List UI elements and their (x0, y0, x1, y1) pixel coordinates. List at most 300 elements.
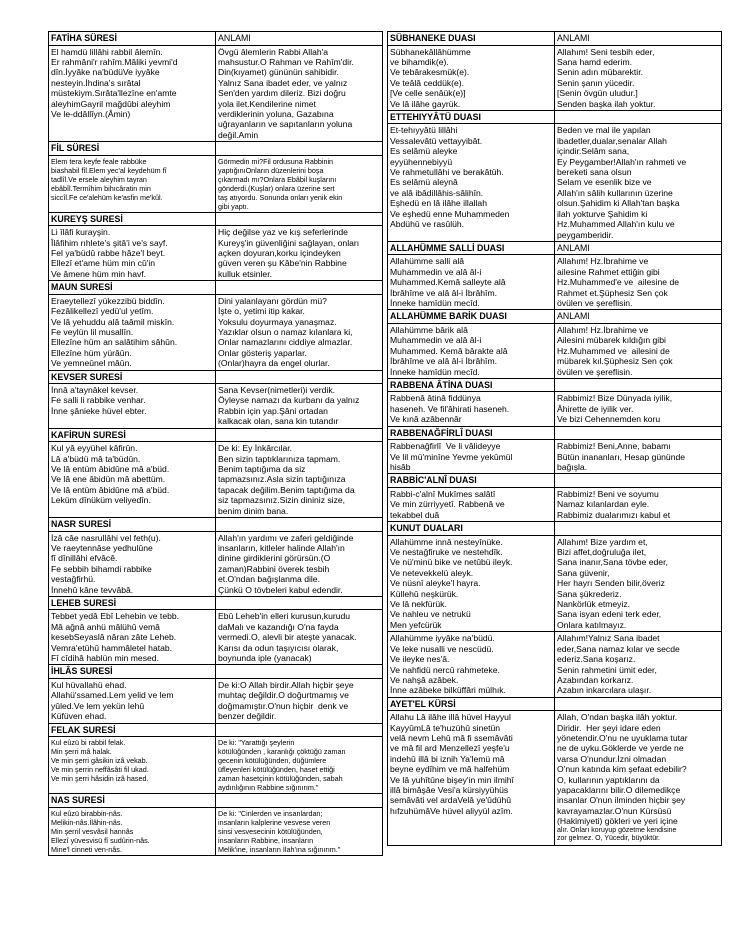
text-line: Ve ileyke nes'â. (390, 654, 450, 665)
text-line: Ve nahfidü nercû rahmeteke. (390, 664, 500, 675)
kafi-run-suresi-body-row (49, 442, 383, 518)
text-line: Ve bizi Cehennemden koru (557, 414, 661, 425)
text-line: Ebû Leheb'in elleri kurusun,kurudu (218, 611, 351, 622)
text-line: hıfzuhümâVe hüvel aliyyül azîm. (390, 805, 513, 816)
text-line: benim dinim bana. (218, 505, 289, 516)
text-line: Onlar namazlarını ciddiye almazlar. (218, 337, 353, 348)
section-title: RABBİC'ALNÎ DUASI (388, 474, 555, 488)
meaning-header (555, 522, 722, 536)
text-line: Min şerri mâ halak. (51, 747, 112, 757)
text-line: gibi yaptı. (218, 201, 249, 211)
transliteration-cell (388, 632, 555, 697)
meaning-cell (216, 45, 383, 142)
meaning-cell (216, 442, 383, 518)
text-line: güven veren şu Kâbe'nin Rabbine (218, 258, 347, 269)
text-line: Allah, O'ndan başka ilâh yoktur. (557, 712, 678, 723)
text-line: Elem tera keyfe feale rabbüke (51, 156, 147, 166)
text-line: De ki: "Cinlerden ve insanlardan; (218, 808, 323, 818)
i-hl-s-suresi-body-row (49, 678, 383, 723)
text-line: Benim taptığıma da siz (218, 463, 306, 474)
text-line: Allahım! Seni tesbih eder, (557, 46, 655, 57)
text-line: müstekiym.Sırâta'llezîne en'amte (51, 88, 177, 99)
text-line: Allahım! Hz.İbrahime ve (557, 324, 649, 335)
text-line: Muhammed.Kemâ salleyte alâ (390, 277, 506, 288)
rabbi-c-aln-duasi-header-row (388, 474, 722, 488)
meaning-header: ANLAMI (216, 32, 383, 46)
text-line: siccîl.Fe ce'alehüm ke'asfin me'kûl. (51, 192, 163, 202)
text-line: Ellezîne hüm an salâtihim sâhûn. (51, 337, 178, 348)
meaning-header (555, 378, 722, 392)
text-line: Kul yâ eyyühel kâfirûn. (51, 443, 138, 454)
fati-ha-s-resi-header-row (49, 32, 383, 46)
text-line: De ki: Ey İnkârcılar. (218, 443, 293, 454)
text-line: dinine girdiklerini görürsün.(O (218, 553, 331, 564)
text-line: ilah yokturve Şahidim ki (557, 208, 648, 219)
transliteration-cell (49, 442, 216, 518)
text-line: peygamberidir. (557, 229, 614, 240)
text-line: çıkarmadı mı?Onlara Ebâbil kuşlarını (218, 174, 337, 184)
text-line: kalkacak olan, sana kin tutandır (218, 416, 339, 427)
text-line: Küfüven ehad. (51, 711, 107, 722)
text-line: Vessalevâtü vettayyibât. (390, 135, 483, 146)
text-line: zaman hasetçinin kötülüğünden, sabah (218, 774, 343, 784)
left-column (48, 31, 383, 856)
meaning-header (216, 212, 383, 226)
meaning-cell (555, 440, 722, 474)
text-line: Sana şükrederiz. (557, 588, 622, 599)
transliteration-cell (388, 323, 555, 378)
section-title: KUNUT DUALARI (388, 522, 555, 536)
kevser-suresi-header-row (49, 370, 383, 384)
text-line: Senden başka ilah yoktur. (557, 98, 656, 109)
fi-l-s-resi-header-row (49, 142, 383, 156)
text-line: yaptığınıOnların düzenlerini boşa (218, 165, 324, 175)
ettehiyy-t-duasi-header-row (388, 110, 722, 124)
text-line: Ve lâ entüm âbidûne mâ a'büd. (51, 484, 170, 495)
section-title: AYET'EL KÜRSİ (388, 697, 555, 711)
text-line: (Hakimiyeti) gökleri ve yeri içine (557, 816, 678, 827)
text-line: Men yefcürük (390, 619, 442, 630)
text-line: İşte o, yetimi itip kakar. (218, 306, 305, 317)
text-line: mahsustur.O Rahman ve Rahîm'dir. (218, 56, 354, 67)
text-line: hisâb (390, 462, 411, 472)
meaning-cell (555, 392, 722, 426)
text-line: Ve lâ yuhîtûne bişey'in min ilmihî (390, 774, 514, 785)
maun-suresi-body-row (49, 294, 383, 370)
transliteration-cell (388, 440, 555, 474)
leheb-suresi-body-row (49, 610, 383, 665)
section-title: FİL SÜRESİ (49, 142, 216, 156)
section-title: SÜBHANEKE DUASI (388, 32, 555, 46)
meaning-cell (216, 678, 383, 723)
nasr-suresi-header-row (49, 518, 383, 532)
text-line: Hz.Muhammed Allah'ın kulu ve (557, 219, 675, 230)
text-line: Ve tebârakesmük(e). (390, 67, 470, 78)
text-line: gönderdi.(Kuşlar) onlara üzerine sert (218, 183, 335, 193)
text-line: Kul hüvallahü ehad. (51, 679, 127, 690)
text-line: Her hayrı Senden bilir,överiz (557, 578, 665, 589)
meaning-header (555, 697, 722, 711)
text-line: velâ nevm Lehû mâ fi ssemâvâti (390, 733, 513, 744)
nasr-suresi-body-row (49, 531, 383, 596)
text-line: indehû illâ bi iznih Ya'lemü mâ (390, 753, 505, 764)
text-line: Melik'ine, insanların İlah'ına sığınırım." (218, 844, 341, 854)
text-line: Es selâmü aleyke (390, 146, 458, 157)
text-line: et.O'ndan bağışlanma dile. (218, 574, 320, 585)
text-line: Îlâfihim rıhlete's şitâ'i ve's sayf. (51, 237, 168, 248)
text-line: Fe veylün lil musallîn. (51, 326, 134, 337)
text-line: Rabbenağfirlî Ve li vâlideyye (390, 441, 501, 452)
text-line: Hiç değilse yaz ve kış seferlerinde (218, 227, 348, 238)
text-line: muhtaç değildir.O doğurtmamış ve (218, 690, 349, 701)
section-title: FATİHA SÜRESİ (49, 32, 216, 46)
kunut-dualari-header-row (388, 522, 722, 536)
text-line: sinsi vesvesecinin kötülüğünden, (218, 826, 323, 836)
text-line: Ellezî et'ame hüm min cû'in (51, 258, 156, 269)
text-line: KayyûmLâ te'huzühû sinetün (390, 722, 501, 733)
section-title: LEHEB SURESİ (49, 596, 216, 610)
text-line: Ve le-ddâllîyn.(Âmin) (51, 108, 131, 119)
meaning-header: ANLAMI (555, 32, 722, 46)
text-line: İnneke hamîdün mecîd. (390, 298, 480, 309)
text-line: Bütün inananları, Hesap gününde (557, 451, 686, 462)
text-line: Ve nü'minü bike ve netûbü ileyk. (390, 557, 513, 568)
text-line: Rabbi-c'alnî Mukîmes salâtî (390, 488, 496, 499)
text-line: İbrâhîme ve alâ âl-i İbrâhîm. (390, 287, 497, 298)
transliteration-cell (388, 255, 555, 310)
s-bhaneke-duasi-body-row (388, 45, 722, 110)
text-line: boynunda iple (yanacak) (218, 653, 312, 664)
transliteration-cell (388, 124, 555, 241)
meaning-cell (555, 535, 722, 632)
text-line: yûled.Ve lem yekün lehû (51, 700, 145, 711)
text-line: Ve teâlâ ceddük(e). (390, 77, 465, 88)
text-line: taş atıyordu. Sonunda onları yenik ekin (218, 192, 343, 202)
text-line: Âhirette de iyilik ver. (557, 403, 634, 414)
text-line: aydınlığının Rabbine sığınırım." (218, 783, 319, 793)
text-line: Dini yalanlayanı gördün mü? (218, 295, 327, 306)
text-line: övülen ve şereflisin. (557, 366, 633, 377)
text-line: Rabbenâ âtinâ fiddünya (390, 393, 481, 404)
text-line: Allah'ın yardımı ve zaferi geldiğinde (218, 532, 354, 543)
text-line: doğmamıştır.O'nun hiçbir denk ve (218, 700, 349, 711)
meaning-cell (555, 124, 722, 241)
section-title: ETTEHIYYÂTÜ DUASI (388, 110, 555, 124)
right-prayer-table (387, 31, 722, 846)
meaning-header (216, 142, 383, 156)
meaning-header (555, 110, 722, 124)
text-line: Ve nüsnî aleyke'l hayra. (390, 578, 481, 589)
text-line: Ve lâ entüm âbidûne mâ a'büd. (51, 463, 170, 474)
transliteration-cell (388, 487, 555, 521)
text-line: Hz.Muhammed ve ailesini de (557, 345, 670, 356)
section-title: NAS SURESİ (49, 794, 216, 808)
text-line: İzâ câe nasrullâhi vel feth(u). (51, 532, 161, 543)
text-line: Melikin-nâs.İlâhin-nâs. (51, 817, 123, 827)
kurey-suresi-body-row (49, 226, 383, 281)
text-line: yönetendir.O'nu ne uyuklama tutar (557, 733, 688, 744)
text-line: Mine'l cinneti ven-nâs. (51, 844, 122, 854)
text-line: Allahümme salli alâ (390, 256, 465, 267)
nas-suresi-body-row (49, 807, 383, 855)
text-line: Onlara katılmayız. (557, 619, 627, 630)
allah-mme-salli-duasi-header-row (388, 241, 722, 255)
text-line: bereketi sana olsun (557, 167, 632, 178)
text-line: Ve min şerri hâsidin izâ hased. (51, 774, 149, 784)
text-line: Senin şanın yücedir. (557, 77, 635, 88)
section-title: RABBENA ÂTİNA DUASI (388, 378, 555, 392)
text-line: Ve nahşâ azâbek. (390, 674, 459, 685)
text-line: Sübhanekâllâhümme (390, 46, 471, 57)
meaning-cell (216, 531, 383, 596)
text-line: Ve eşhedü enne Muhammeden (390, 208, 510, 219)
maun-suresi-header-row (49, 281, 383, 295)
text-line: tadlîl.Ve ersele aleyhim tayran (51, 174, 147, 184)
text-line: O'nun katında kim şefaat edebilir? (557, 764, 687, 775)
text-line: Sana Kevser(nimetleri)i verdik. (218, 385, 336, 396)
text-line: Fî cîdihâ hablün min mesed. (51, 653, 159, 664)
text-line: Allahümme iyyâke na'büdü. (390, 633, 495, 644)
text-line: Rabbimiz dualarımızı kabul et (557, 509, 671, 520)
text-line: Ve lil mü'minîne Yevme yekûmül (390, 451, 513, 462)
text-line: Ve min şerri gâsikin izâ vekab. (51, 756, 148, 766)
text-line: Es selâmü aleynâ (390, 177, 458, 188)
text-line: yola ilet.Kendilerine nimet (218, 98, 316, 109)
text-line: Görmedin mi?Fil ordusuna Rabbinin (218, 156, 334, 166)
transliteration-cell (388, 535, 555, 632)
transliteration-cell (49, 226, 216, 281)
kunut-dualari-body-row (388, 535, 722, 632)
text-line: insanların kalplerine vesvese veren (218, 817, 331, 827)
text-line: fî dînillâhi efvâcê. (51, 553, 118, 564)
text-line: Ve lâ yehuddu alâ taâmil miskîn. (51, 316, 175, 327)
text-line: Rabbin için yap.Şâni ortadan (218, 405, 328, 416)
meaning-header (216, 518, 383, 532)
text-line: İnnâ a'taynâkel kevser. (51, 385, 139, 396)
rabbi-c-aln-duasi-body-row (388, 487, 722, 521)
allah-mme-salli-duasi-body-row (388, 255, 722, 310)
text-line: Rabbimiz! Beni ve soyumu (557, 488, 659, 499)
meaning-cell (216, 226, 383, 281)
text-line: Ve raeytennâse yedhulûne (51, 542, 153, 553)
meaning-cell (555, 323, 722, 378)
text-line: ve bihamdik(e). (390, 56, 449, 67)
transliteration-cell (49, 531, 216, 596)
text-line: Min şerril vesvâsil hannâs (51, 826, 134, 836)
meaning-cell (555, 255, 722, 310)
meaning-header: ANLAMI (555, 241, 722, 255)
text-line: varsa O'nundur.İzni olmadan (557, 753, 667, 764)
text-line: Ve lâ ilâhe gayrük. (390, 98, 461, 109)
text-line: Senin adın mübarektir. (557, 67, 643, 78)
meaning-cell (216, 610, 383, 665)
fati-ha-s-resi-body-row (49, 45, 383, 142)
text-line: Allahım!Yalnız Sana ibadet (557, 633, 660, 644)
text-line: Ve âmene hüm min havf. (51, 268, 147, 279)
left-prayer-table (48, 31, 383, 856)
text-line: İbrâhîme ve alâ âl-i İbrâhîm. (390, 356, 497, 367)
rabbena-fi-rl-duasi-body-row (388, 440, 722, 474)
text-line: Yoksulu doyurmaya yanaşmaz. (218, 316, 337, 327)
text-line: Yalnız Sana ibadet eder, ve yalnız (218, 77, 348, 88)
text-line: gecenin kötülüğünden, düğümlere (218, 756, 327, 766)
meaning-header (555, 474, 722, 488)
i-hl-s-suresi-header-row (49, 665, 383, 679)
text-line: bağışla. (557, 462, 588, 472)
text-line: Hz.Muhammed'e ve ailesine de (557, 277, 680, 288)
kurey-suresi-header-row (49, 212, 383, 226)
text-line: Fel ya'büdû rabbe hâze'l beyt. (51, 247, 166, 258)
text-line: Senin rahmetini ümit eder, (557, 664, 657, 675)
text-line: alır. Onları koruyup gözetme kendisine (557, 826, 677, 834)
meaning-cell (555, 711, 722, 846)
text-line: Kul eûzü bi rabbil felak. (51, 738, 126, 748)
text-line: De ki: "Yarattığı şeylerin (218, 738, 295, 748)
text-line: Yazıklar olsun o namaz kılanlara ki, (218, 326, 353, 337)
meaning-cell (216, 155, 383, 212)
meaning-cell (555, 45, 722, 110)
meaning-header (216, 428, 383, 442)
text-line: Ve min şerrin neffâsâti fil ukad. (51, 765, 149, 775)
transliteration-cell (49, 737, 216, 794)
meaning-cell (216, 384, 383, 429)
text-line: Din(kıyamet) gününün sahibidir. (218, 67, 339, 78)
text-line: değil.Amin (218, 129, 259, 140)
text-line: Bizi affet,doğruluğa ilet, (557, 547, 647, 558)
section-title: KAFİRUN SURESİ (49, 428, 216, 442)
text-line: ne de uyku.Göklerde ve yerde ne (557, 743, 684, 754)
section-title: NASR SURESİ (49, 518, 216, 532)
felak-suresi-header-row (49, 723, 383, 737)
meaning-header (216, 665, 383, 679)
text-line: (Onlar)hayra da engel olurlar. (218, 358, 330, 369)
text-line: İnneke hamîdün mecîd. (390, 366, 480, 377)
text-line: Namaz kılanlardan eyle. (557, 499, 650, 510)
text-line: Tebbet yedâ Ebî Lehebin ve tebb. (51, 611, 180, 622)
text-line: Fe salli li rabbike venhar. (51, 395, 146, 406)
text-line: Ve netevekkelü aleyk. (390, 567, 474, 578)
text-line: biashabil fîl.Elem yec'al keydehüm fî (51, 165, 167, 175)
text-line: Ve nestağfiruke ve nestehdîk. (390, 547, 503, 558)
text-line: Muhammedin ve alâ âl-i (390, 335, 482, 346)
meaning-header (216, 370, 383, 384)
text-line: verdiklerinin yoluna, Gazabına (218, 108, 334, 119)
text-line: dîn.İyyâke na'büdüVe iyyâke (51, 67, 160, 78)
text-line: ailesine Rahmet ettiğin gibi (557, 266, 660, 277)
leheb-suresi-header-row (49, 596, 383, 610)
text-line: İnne azâbeke bilküffâri mülhık. (390, 685, 506, 696)
text-line: Sana güvenir, (557, 567, 610, 578)
meaning-header (216, 596, 383, 610)
text-line: Sana inanır,Sana tövbe eder, (557, 557, 668, 568)
text-line: içindir.Selâm sana, (557, 146, 630, 157)
text-line: illâ bimâşâe Vesi'a kürsiyyühüs (390, 785, 509, 796)
meaning-header (555, 426, 722, 440)
text-line: eder,Sana namaz kılar ve secde (557, 643, 680, 654)
text-line: benzer değildir. (218, 711, 277, 722)
text-line: O, kullarının yaptıklarını da (557, 774, 660, 785)
transliteration-cell (49, 678, 216, 723)
text-line: Ellezîne hüm yürâûn. (51, 347, 132, 358)
text-line: Ve yemneûnel mâûn. (51, 358, 132, 369)
text-line: Azabın inkarcılara ulaşır. (557, 685, 652, 696)
section-title: MAUN SURESİ (49, 281, 216, 295)
transliteration-cell (49, 294, 216, 370)
transliteration-cell (49, 45, 216, 142)
text-line: Kul eûzü birabbin-nâs. (51, 808, 123, 818)
text-line: Diridir. Her şeyi idare eden (557, 722, 661, 733)
allah-mme-bari-k-duasi-body-row (388, 323, 722, 378)
text-line: Rabbimiz! Beni,Anne, babamı (557, 441, 671, 452)
ayet-el-k-rsi-header-row (388, 697, 722, 711)
transliteration-cell (388, 392, 555, 426)
text-line: El hamdü lillâhi rabbil âlemîn. (51, 46, 163, 57)
kevser-suresi-body-row (49, 384, 383, 429)
section-title: RABBENAĞFİRLÎ DUASI (388, 426, 555, 440)
text-line: Küllehû neşkürük. (390, 588, 459, 599)
text-line: Ellezî yüvesvisü fî sudûrin-nâs. (51, 835, 150, 845)
text-line: Ve lâ ene âbidün mâ abettüm. (51, 474, 166, 485)
text-line: eyyühennebiyyü (390, 156, 453, 167)
text-line: tapacak değilim.Benim taptığıma da (218, 484, 355, 495)
text-line: ve alâ ibâdillâhis-sâlihîn. (390, 187, 484, 198)
text-line: Rahmet et.Şüphesiz Sen çok (557, 287, 668, 298)
text-line: vermedi.O, alevli bir ateşte yanacak. (218, 632, 357, 643)
transliteration-cell (49, 807, 216, 855)
text-line: insanlar O'nun ilminden hiçbir şey (557, 795, 686, 806)
allah-mme-bari-k-duasi-header-row (388, 310, 722, 324)
ettehiyy-t-duasi-body-row (388, 124, 722, 241)
text-line: Allahım! Hz.İbrahime ve (557, 256, 649, 267)
text-line: Övgü âlemlerin Rabbi Allah'a (218, 46, 329, 57)
text-line: aleyhimGayril mağdûbi aleyhim (51, 98, 171, 109)
text-line: Muhammed. Kemâ bârakte alâ (390, 345, 508, 356)
text-line: Çünkü O tövbeleri kabul edendir. (218, 584, 343, 595)
text-line: nesteyin.İhdina's sırâtal (51, 77, 141, 88)
transliteration-cell (49, 155, 216, 212)
text-line: Sana isyan edeni terk eder, (557, 609, 662, 620)
text-line: kesebSeyaslâ nâran zâte Leheb. (51, 632, 177, 643)
meaning-cell (216, 807, 383, 855)
text-line: Ve min zürriyyetî. Rabbenâ ve (390, 499, 505, 510)
text-line: Allahü'ssamed.Lem yelid ve lem (51, 690, 174, 701)
rabbena-fi-rl-duasi-header-row (388, 426, 722, 440)
text-line: siz tapmazsınız.Sizin dininiz size, (218, 495, 346, 506)
text-line: Muhammedin ve alâ âl-i (390, 266, 482, 277)
section-title: FELAK SURESİ (49, 723, 216, 737)
meaning-cell (216, 737, 383, 794)
kafi-run-suresi-header-row (49, 428, 383, 442)
text-line: mübarek kıl.Şüphesiz Sen çok (557, 356, 673, 367)
rabbena-ti-na-duasi-body-row (388, 392, 722, 426)
text-line: olsun.Şahidim ki Allah'tan başka (557, 198, 680, 209)
text-line: Allahümme bârik alâ (390, 324, 468, 335)
fi-l-s-resi-body-row (49, 155, 383, 212)
text-line: Rabbimiz! Bize Dünyada iyilik, (557, 393, 673, 404)
s-bhaneke-duasi-header-row (388, 32, 722, 46)
text-line: Allahu Lâ ilâhe illâ hüvel Hayyul (390, 712, 511, 723)
text-line: İnne şânieke hüvel ebter. (51, 405, 147, 416)
text-line: Ve lâ nekfürük. (390, 599, 447, 610)
meaning-header (216, 794, 383, 808)
meaning-header (216, 281, 383, 295)
text-line: zaman)Rabbini överek tesbih (218, 563, 330, 574)
section-title: ALLAHÜMME SALLİ DUASI (388, 241, 555, 255)
text-line: Ben sizin taptıklarınıza tapmam. (218, 453, 341, 464)
nas-suresi-header-row (49, 794, 383, 808)
right-section-8-body-row (388, 632, 722, 697)
text-line: Kureyş'in güvenliğini sağlayan, onları (218, 237, 360, 248)
